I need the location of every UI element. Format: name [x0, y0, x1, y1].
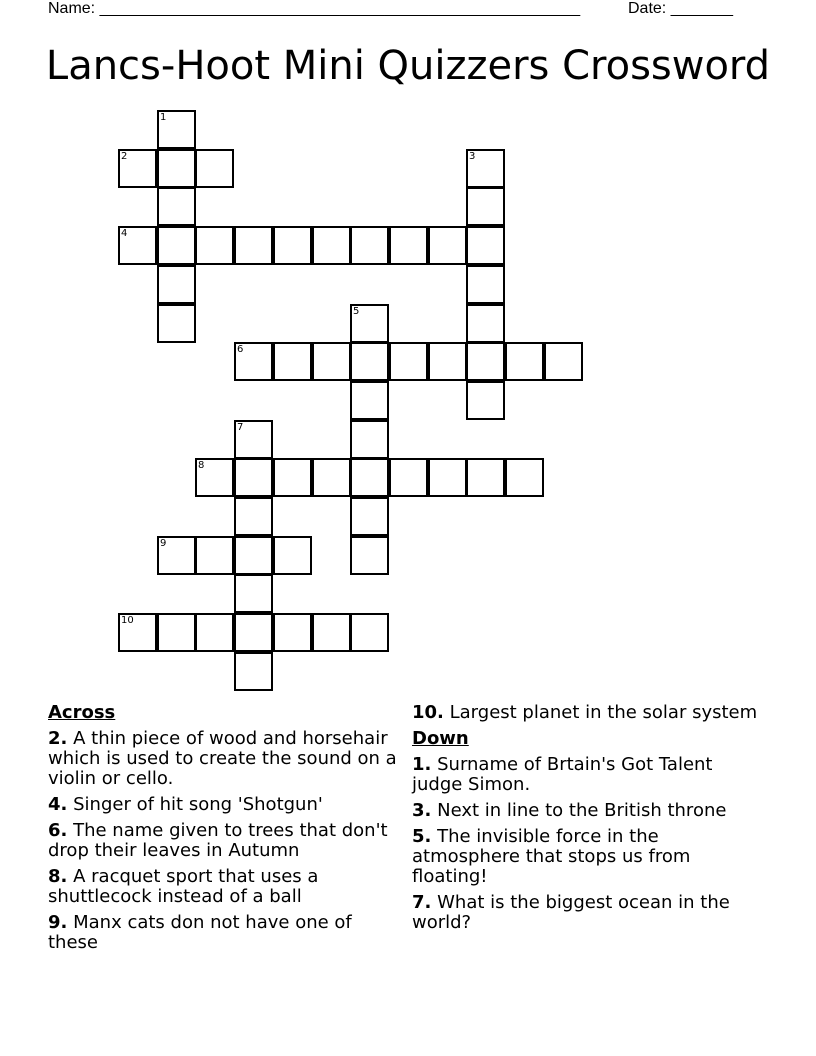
grid-cell[interactable] [234, 536, 273, 575]
grid-cell[interactable] [312, 342, 351, 381]
grid-cell[interactable] [157, 110, 196, 149]
grid-cell[interactable] [118, 149, 157, 188]
clue-number: 10. [412, 702, 444, 723]
cell-number: 2 [121, 151, 128, 162]
grid-cell[interactable] [350, 381, 389, 420]
clues-left-column [48, 703, 404, 959]
cell-number: 8 [198, 460, 205, 471]
clue-across-6 [48, 821, 404, 861]
clue-number: 6. [48, 820, 68, 841]
grid-cell[interactable] [118, 613, 157, 652]
grid-cell[interactable] [466, 265, 505, 304]
grid-cell[interactable] [389, 226, 428, 265]
clue-text: A racquet sport that uses a shuttlecock instead of a ball [48, 866, 319, 907]
down-heading: Down [412, 728, 469, 749]
grid-cell[interactable] [157, 613, 196, 652]
grid-cell[interactable] [350, 458, 389, 497]
clue-down-1 [412, 755, 768, 795]
clue-text: The name given to trees that don't drop their leaves in Autumn [48, 820, 388, 861]
grid-cell[interactable] [195, 226, 234, 265]
clue-down-3 [412, 801, 768, 821]
grid-cell[interactable] [157, 536, 196, 575]
grid-cell[interactable] [350, 304, 389, 343]
clue-across-8 [48, 867, 404, 907]
name-field-label[interactable]: Name: ______________________________________________________ [48, 0, 581, 17]
grid-cell[interactable] [312, 613, 351, 652]
grid-cell[interactable] [428, 342, 467, 381]
grid-cell[interactable] [544, 342, 583, 381]
grid-cell[interactable] [350, 226, 389, 265]
cell-number: 5 [353, 306, 360, 317]
grid-cell[interactable] [350, 342, 389, 381]
grid-cell[interactable] [195, 458, 234, 497]
cell-number: 1 [160, 112, 167, 123]
grid-cell[interactable] [157, 187, 196, 226]
grid-cell[interactable] [273, 613, 312, 652]
clue-down-7 [412, 893, 768, 933]
grid-cell[interactable] [312, 226, 351, 265]
cell-number: 10 [121, 615, 134, 626]
clue-text: What is the biggest ocean in the world? [412, 892, 730, 933]
cell-number: 9 [160, 538, 167, 549]
grid-cell[interactable] [234, 652, 273, 691]
grid-cell[interactable] [234, 497, 273, 536]
grid-cell[interactable] [157, 304, 196, 343]
grid-cell[interactable] [157, 226, 196, 265]
header-line [48, 0, 748, 20]
grid-cell[interactable] [312, 458, 351, 497]
grid-cell[interactable] [195, 613, 234, 652]
grid-cell[interactable] [118, 226, 157, 265]
cell-number: 6 [237, 344, 244, 355]
clue-text: Manx cats don not have one of these [48, 912, 352, 953]
clue-number: 9. [48, 912, 68, 933]
clue-across-9 [48, 913, 404, 953]
clue-across-4 [48, 795, 404, 815]
grid-cell[interactable] [273, 226, 312, 265]
clue-number: 7. [412, 892, 432, 913]
grid-cell[interactable] [234, 420, 273, 459]
grid-cell[interactable] [466, 381, 505, 420]
grid-cell[interactable] [466, 226, 505, 265]
clue-text: Largest planet in the solar system [449, 702, 758, 723]
grid-cell[interactable] [157, 149, 196, 188]
grid-cell[interactable] [350, 497, 389, 536]
grid-cell[interactable] [466, 187, 505, 226]
grid-cell[interactable] [350, 536, 389, 575]
grid-cell[interactable] [195, 149, 234, 188]
grid-cell[interactable] [505, 458, 544, 497]
clue-text: Next in line to the British throne [437, 800, 727, 821]
clue-number: 3. [412, 800, 432, 821]
clue-number: 5. [412, 826, 432, 847]
clue-number: 4. [48, 794, 68, 815]
grid-cell[interactable] [273, 458, 312, 497]
grid-cell[interactable] [428, 458, 467, 497]
grid-cell[interactable] [234, 613, 273, 652]
grid-cell[interactable] [234, 342, 273, 381]
grid-cell[interactable] [505, 342, 544, 381]
cell-number: 3 [469, 151, 476, 162]
clue-number: 8. [48, 866, 68, 887]
puzzle-title: Lancs-Hoot Mini Quizzers Crossword [45, 43, 771, 89]
clue-text: Singer of hit song 'Shotgun' [73, 794, 323, 815]
clue-down-5 [412, 827, 768, 887]
grid-cell[interactable] [389, 342, 428, 381]
grid-cell[interactable] [466, 149, 505, 188]
grid-cell[interactable] [466, 342, 505, 381]
clue-number: 2. [48, 728, 68, 749]
grid-cell[interactable] [234, 574, 273, 613]
clue-text: Surname of Brtain's Got Talent judge Simon. [412, 754, 713, 795]
grid-cell[interactable] [389, 458, 428, 497]
clue-across-2 [48, 729, 404, 789]
grid-cell[interactable] [273, 342, 312, 381]
grid-cell[interactable] [350, 420, 389, 459]
grid-cell[interactable] [466, 304, 505, 343]
cell-number: 4 [121, 228, 128, 239]
date-field-label[interactable]: Date: _______ [628, 0, 733, 17]
grid-cell[interactable] [350, 613, 389, 652]
grid-cell[interactable] [195, 536, 234, 575]
clue-text: The invisible force in the atmosphere that stops us from floating! [412, 826, 691, 887]
clues-right-column [412, 703, 768, 939]
across-heading: Across [48, 702, 116, 723]
grid-cell[interactable] [234, 226, 273, 265]
clue-across-10 [412, 703, 768, 723]
cell-number: 7 [237, 422, 244, 433]
grid-cell[interactable] [157, 265, 196, 304]
grid-cell[interactable] [428, 226, 467, 265]
grid-cell[interactable] [234, 458, 273, 497]
clue-number: 1. [412, 754, 432, 775]
grid-cell[interactable] [273, 536, 312, 575]
grid-cell[interactable] [466, 458, 505, 497]
clue-text: A thin piece of wood and horsehair which is used to create the sound on a violin or cello. [48, 728, 397, 789]
